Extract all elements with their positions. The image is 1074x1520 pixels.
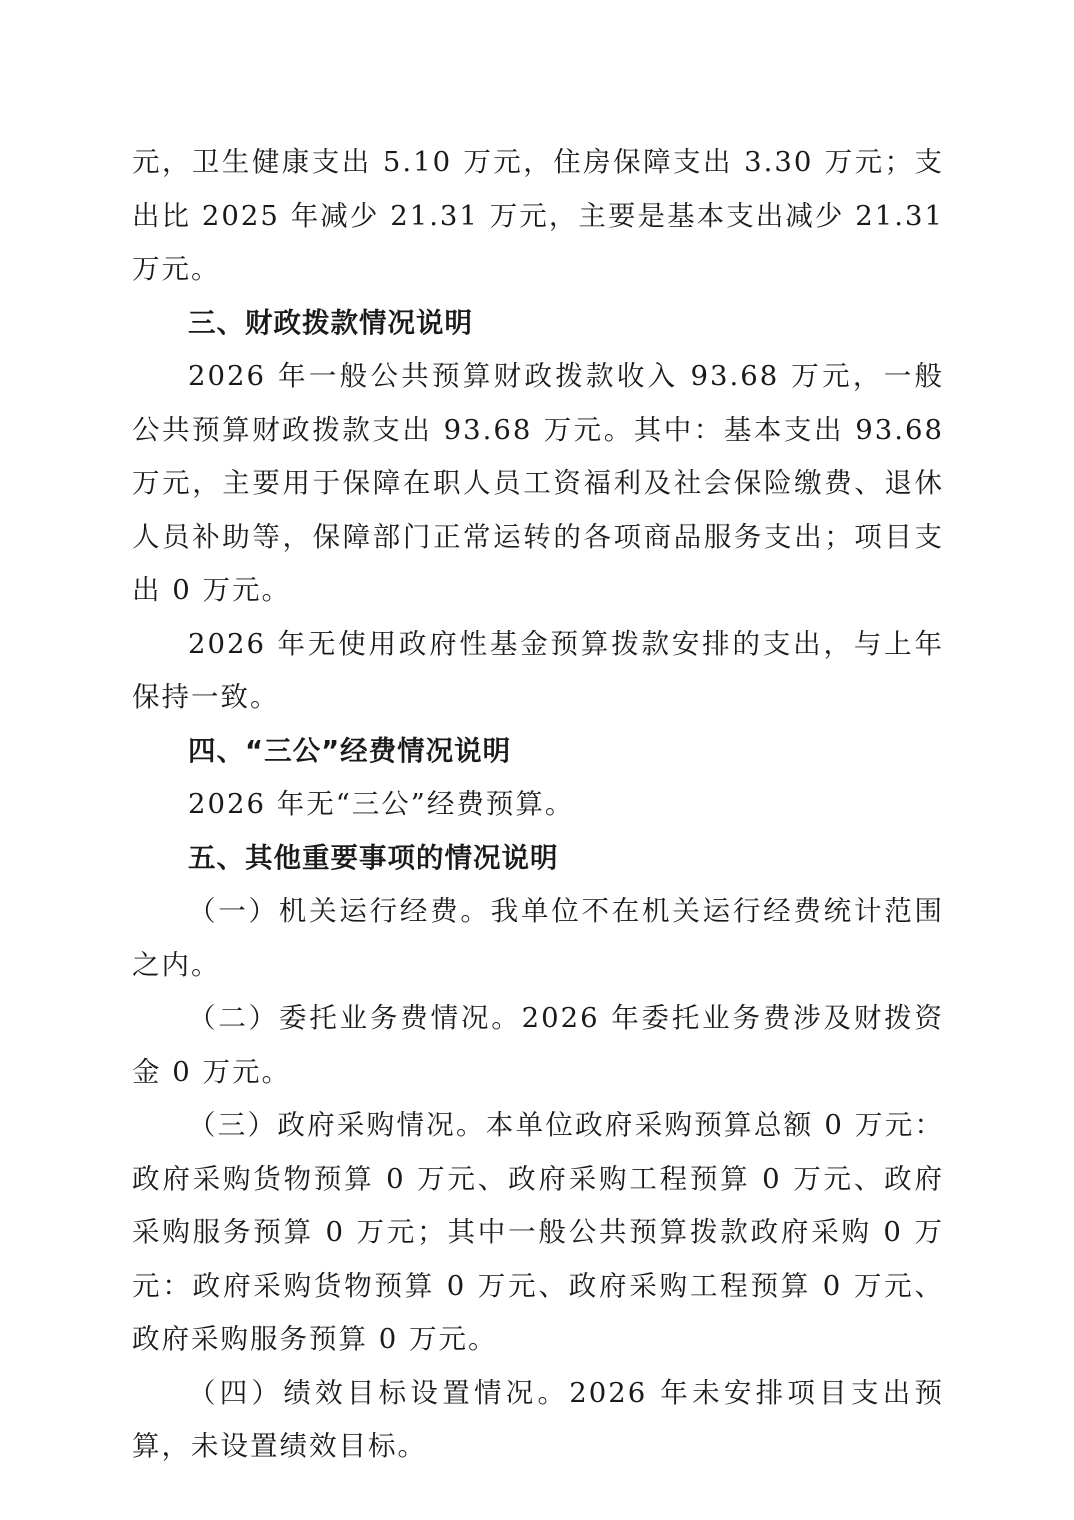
paragraph-performance-targets: （四）绩效目标设置情况。2026 年未安排项目支出预算，未设置绩效目标。 (132, 1376, 944, 1462)
paragraph-three-public-funds: 2026 年无“三公”经费预算。 (188, 788, 575, 820)
paragraph-continuation: 元，卫生健康支出 5.10 万元，住房保障支出 3.30 万元；支出比 2025 年减少 21.31 万元，主要是基本支出减少 21.31 万元。 (132, 146, 944, 285)
paragraph-fiscal-appropriation: 2026 年一般公共预算财政拨款收入 93.68 万元，一般公共预算财政拨款支出 93.68 万元。其中：基本支出 93.68 万元，主要用于保障在职人员工资福利及社会保险缴费、退休人员补助等，保障部门正常运转的各项商品服务支出；项目支出 0 万元。 (132, 360, 944, 606)
paragraph-government-fund: 2026 年无使用政府性基金预算拨款安排的支出，与上年保持一致。 (132, 627, 944, 713)
section-heading-4: 四、“三公”经费情况说明 (188, 734, 512, 767)
document-body (132, 136, 944, 1474)
paragraph-operating-expenses: （一）机关运行经费。我单位不在机关运行经费统计范围之内。 (132, 895, 944, 981)
paragraph-government-procurement: （三）政府采购情况。本单位政府采购预算总额 0 万元：政府采购货物预算 0 万元、政府采购工程预算 0 万元、政府采购服务预算 0 万元；其中一般公共预算拨款政府采购 0 万元：政府采购货物预算 0 万元、政府采购工程预算 0 万元、政府采购服务预算 0 万元。 (132, 1109, 944, 1355)
section-heading-5: 五、其他重要事项的情况说明 (188, 841, 559, 874)
paragraph-entrusted-business: （二）委托业务费情况。2026 年委托业务费涉及财拨资金 0 万元。 (132, 1002, 944, 1088)
section-heading-3: 三、财政拨款情况说明 (188, 306, 473, 339)
